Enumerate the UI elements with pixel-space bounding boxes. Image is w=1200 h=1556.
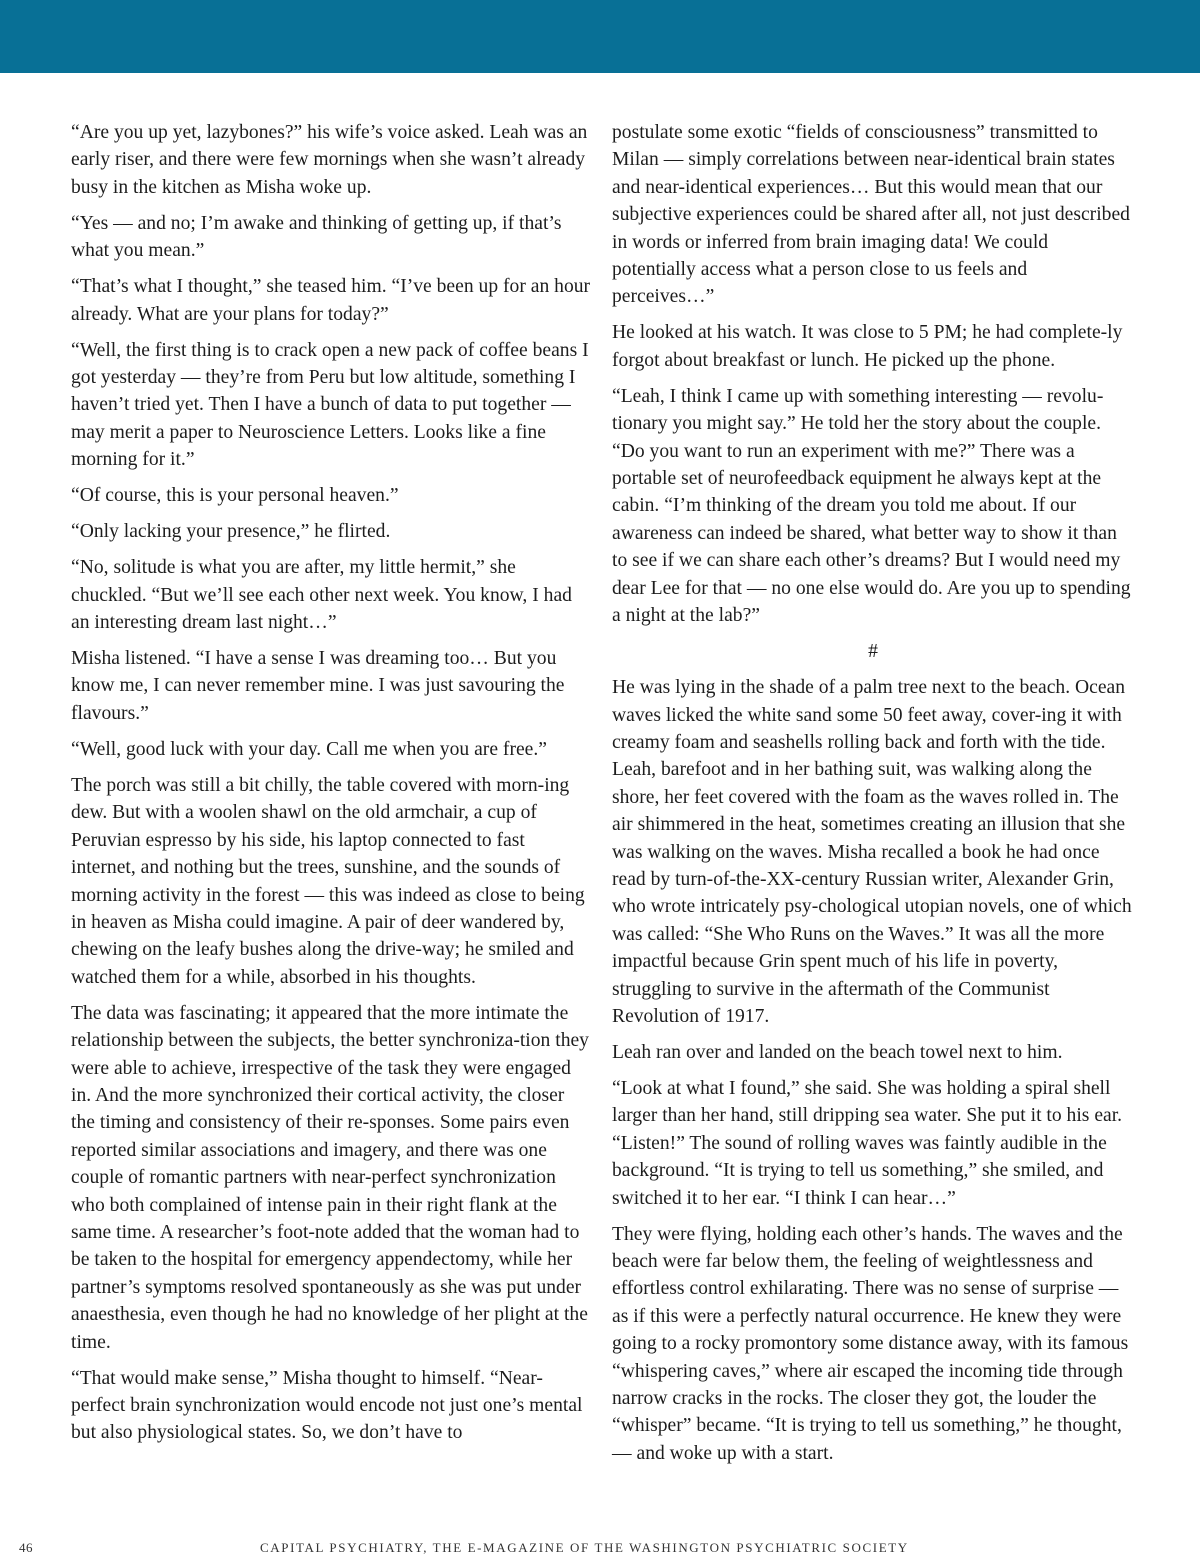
paragraph: “No, solitude is what you are after, my little hermit,” she chuckled. “But we’ll see each other next week. You know, I had an interesting dream last night…” bbox=[71, 557, 572, 634]
paragraph: Leah ran over and landed on the beach towel next to him. bbox=[612, 1041, 1063, 1063]
paragraph: The porch was still a bit chilly, the table covered with morn-ing dew. But with a woolen shawl on the old armchair, a cup of Peruvian espresso by his side, his laptop connected to fast internet, and nothing but the trees, sunshine, and the sounds of morning activity in the forest — this was indeed as close to being in heaven as Misha could imagine. A pair of deer wandered by, chewing on the leafy bushes along the drive-way; he smiled and watched them for a while, absorbed in his thoughts. bbox=[71, 774, 585, 988]
paragraph: postulate some exotic “fields of consciousness” transmitted to Milan — simply correlations between near-identical brain states and near-identical experiences… But this would mean that our subjective experiences could be shared after all, not just described in words or inferred from brain imaging data! We could potentially access what a person close to us feels and perceives…” bbox=[612, 122, 1130, 308]
paragraph: They were flying, holding each other’s hands. The waves and the beach were far below them, the feeling of weightlessness and effortless control exhilarating. There was no sense of surprise — as if this were a perfectly natural occurrence. He knew they were going to a rocky promontory some distance away, with its famous “whispering caves,” where air escaped the incoming tide through narrow cracks in the rocks. The closer they got, the louder the “whisper” became. “It is trying to tell us something,” he thought, — and woke up with a start. bbox=[612, 1223, 1129, 1464]
paragraph: He was lying in the shade of a palm tree next to the beach. Ocean waves licked the white sand some 50 feet away, cover-ing it with creamy foam and seashells rolling back and forth with the tide. Leah, barefoot and in her bathing suit, was walking along the shore, her feet covered with the foam as the waves rolled in. The air shimmered in the heat, sometimes creating an illusion that she was walking on the waves. Misha recalled a book he had once read by turn-of-the-XX-century Russian writer, Alexander Grin, who wrote intricately psy-chological utopian novels, one of which was called: “She Who Runs on the Waves.” It was all the more impactful because Grin spent much of his life in poverty, struggling to survive in the aftermath of the Communist Revolution of 1917. bbox=[612, 677, 1132, 1027]
paragraph: “Yes — and no; I’m awake and thinking of getting up, if that’s what you mean.” bbox=[71, 212, 562, 262]
paragraph: The data was fascinating; it appeared that the more intimate the relationship between the subjects, the better synchroniza-tion they were able to achieve, irrespective of the task they were engaged in. And the more synchronized their cortical activity, the closer the timing and consistency of their re-sponses. Some pairs even reported similar associations and imagery, and there was one couple of romantic partners with near-perfect synchronization who both complained of intense pain in their right flank at the same time. A researcher’s foot-note added that the woman had to be taken to the hospital for emergency appendectomy, while her partner’s symptoms resolved spontaneously as she was put under anaesthesia, even though he had no knowledge of her plight at the time. bbox=[71, 1002, 589, 1353]
paragraph: “Only lacking your presence,” he flirted. bbox=[71, 521, 391, 543]
section-separator: # bbox=[868, 641, 878, 663]
paragraph: “Look at what I found,” she said. She was holding a spiral shell larger than her hand, still dripping sea water. She put it to his ear. “Listen!” The sound of rolling waves was faintly audible in the background. “It is trying to tell us something,” she smiled, and switched it to her ear. “I think I can hear…” bbox=[612, 1077, 1123, 1209]
paragraph: “Leah, I think I came up with something interesting — revolu-tionary you might say.” He told her the story about the couple. “Do you want to run an experiment with me?” There was a portable set of neurofeedback equipment he always kept at the cabin. “I’m thinking of the dream you told me about. If our awareness can indeed be shared, what better way to show it than to see if we can share each other’s dreams? But I would need my dear Lee for that — no one else would do. Are you up to spending a night at the lab?” bbox=[612, 385, 1131, 627]
paragraph: “Of course, this is your personal heaven.” bbox=[71, 485, 399, 507]
page-number: 46 bbox=[19, 1540, 33, 1555]
paragraph: “That would make sense,” Misha thought to himself. “Near-perfect brain synchronization would encode not just one’s mental but also physiological states. So, we don’t have to bbox=[71, 1367, 583, 1444]
article-column-left bbox=[71, 119, 593, 1455]
paragraph: “Are you up yet, lazybones?” his wife’s voice asked. Leah was an early riser, and there were few mornings when she wasn’t already busy in the kitchen as Misha woke up. bbox=[71, 122, 588, 198]
paragraph: “Well, the first thing is to crack open a new pack of coffee beans I got yesterday — they’re from Peru but low altitude, something I haven’t tried yet. Then I have a bunch of data to put together — may merit a paper to Neuroscience Letters. Looks like a fine morning for it.” bbox=[71, 339, 589, 471]
paragraph: He looked at his watch. It was close to 5 PM; he had complete-ly forgot about breakfast or lunch. He picked up the phone. bbox=[612, 322, 1123, 371]
magazine-title: CAPITAL PSYCHIATRY, THE E-MAGAZINE OF THE WASHINGTON PSYCHIATRIC SOCIETY bbox=[260, 1540, 909, 1555]
header-bar bbox=[0, 0, 1200, 73]
paragraph: “Well, good luck with your day. Call me when you are free.” bbox=[71, 738, 547, 760]
article-column-right bbox=[612, 119, 1134, 1476]
paragraph: Misha listened. “I have a sense I was dreaming too… But you know me, I can never remember mine. I was just savouring the flavours.” bbox=[71, 648, 565, 724]
paragraph: “That’s what I thought,” she teased him. “I’ve been up for an hour already. What are your plans for today?” bbox=[71, 276, 591, 325]
